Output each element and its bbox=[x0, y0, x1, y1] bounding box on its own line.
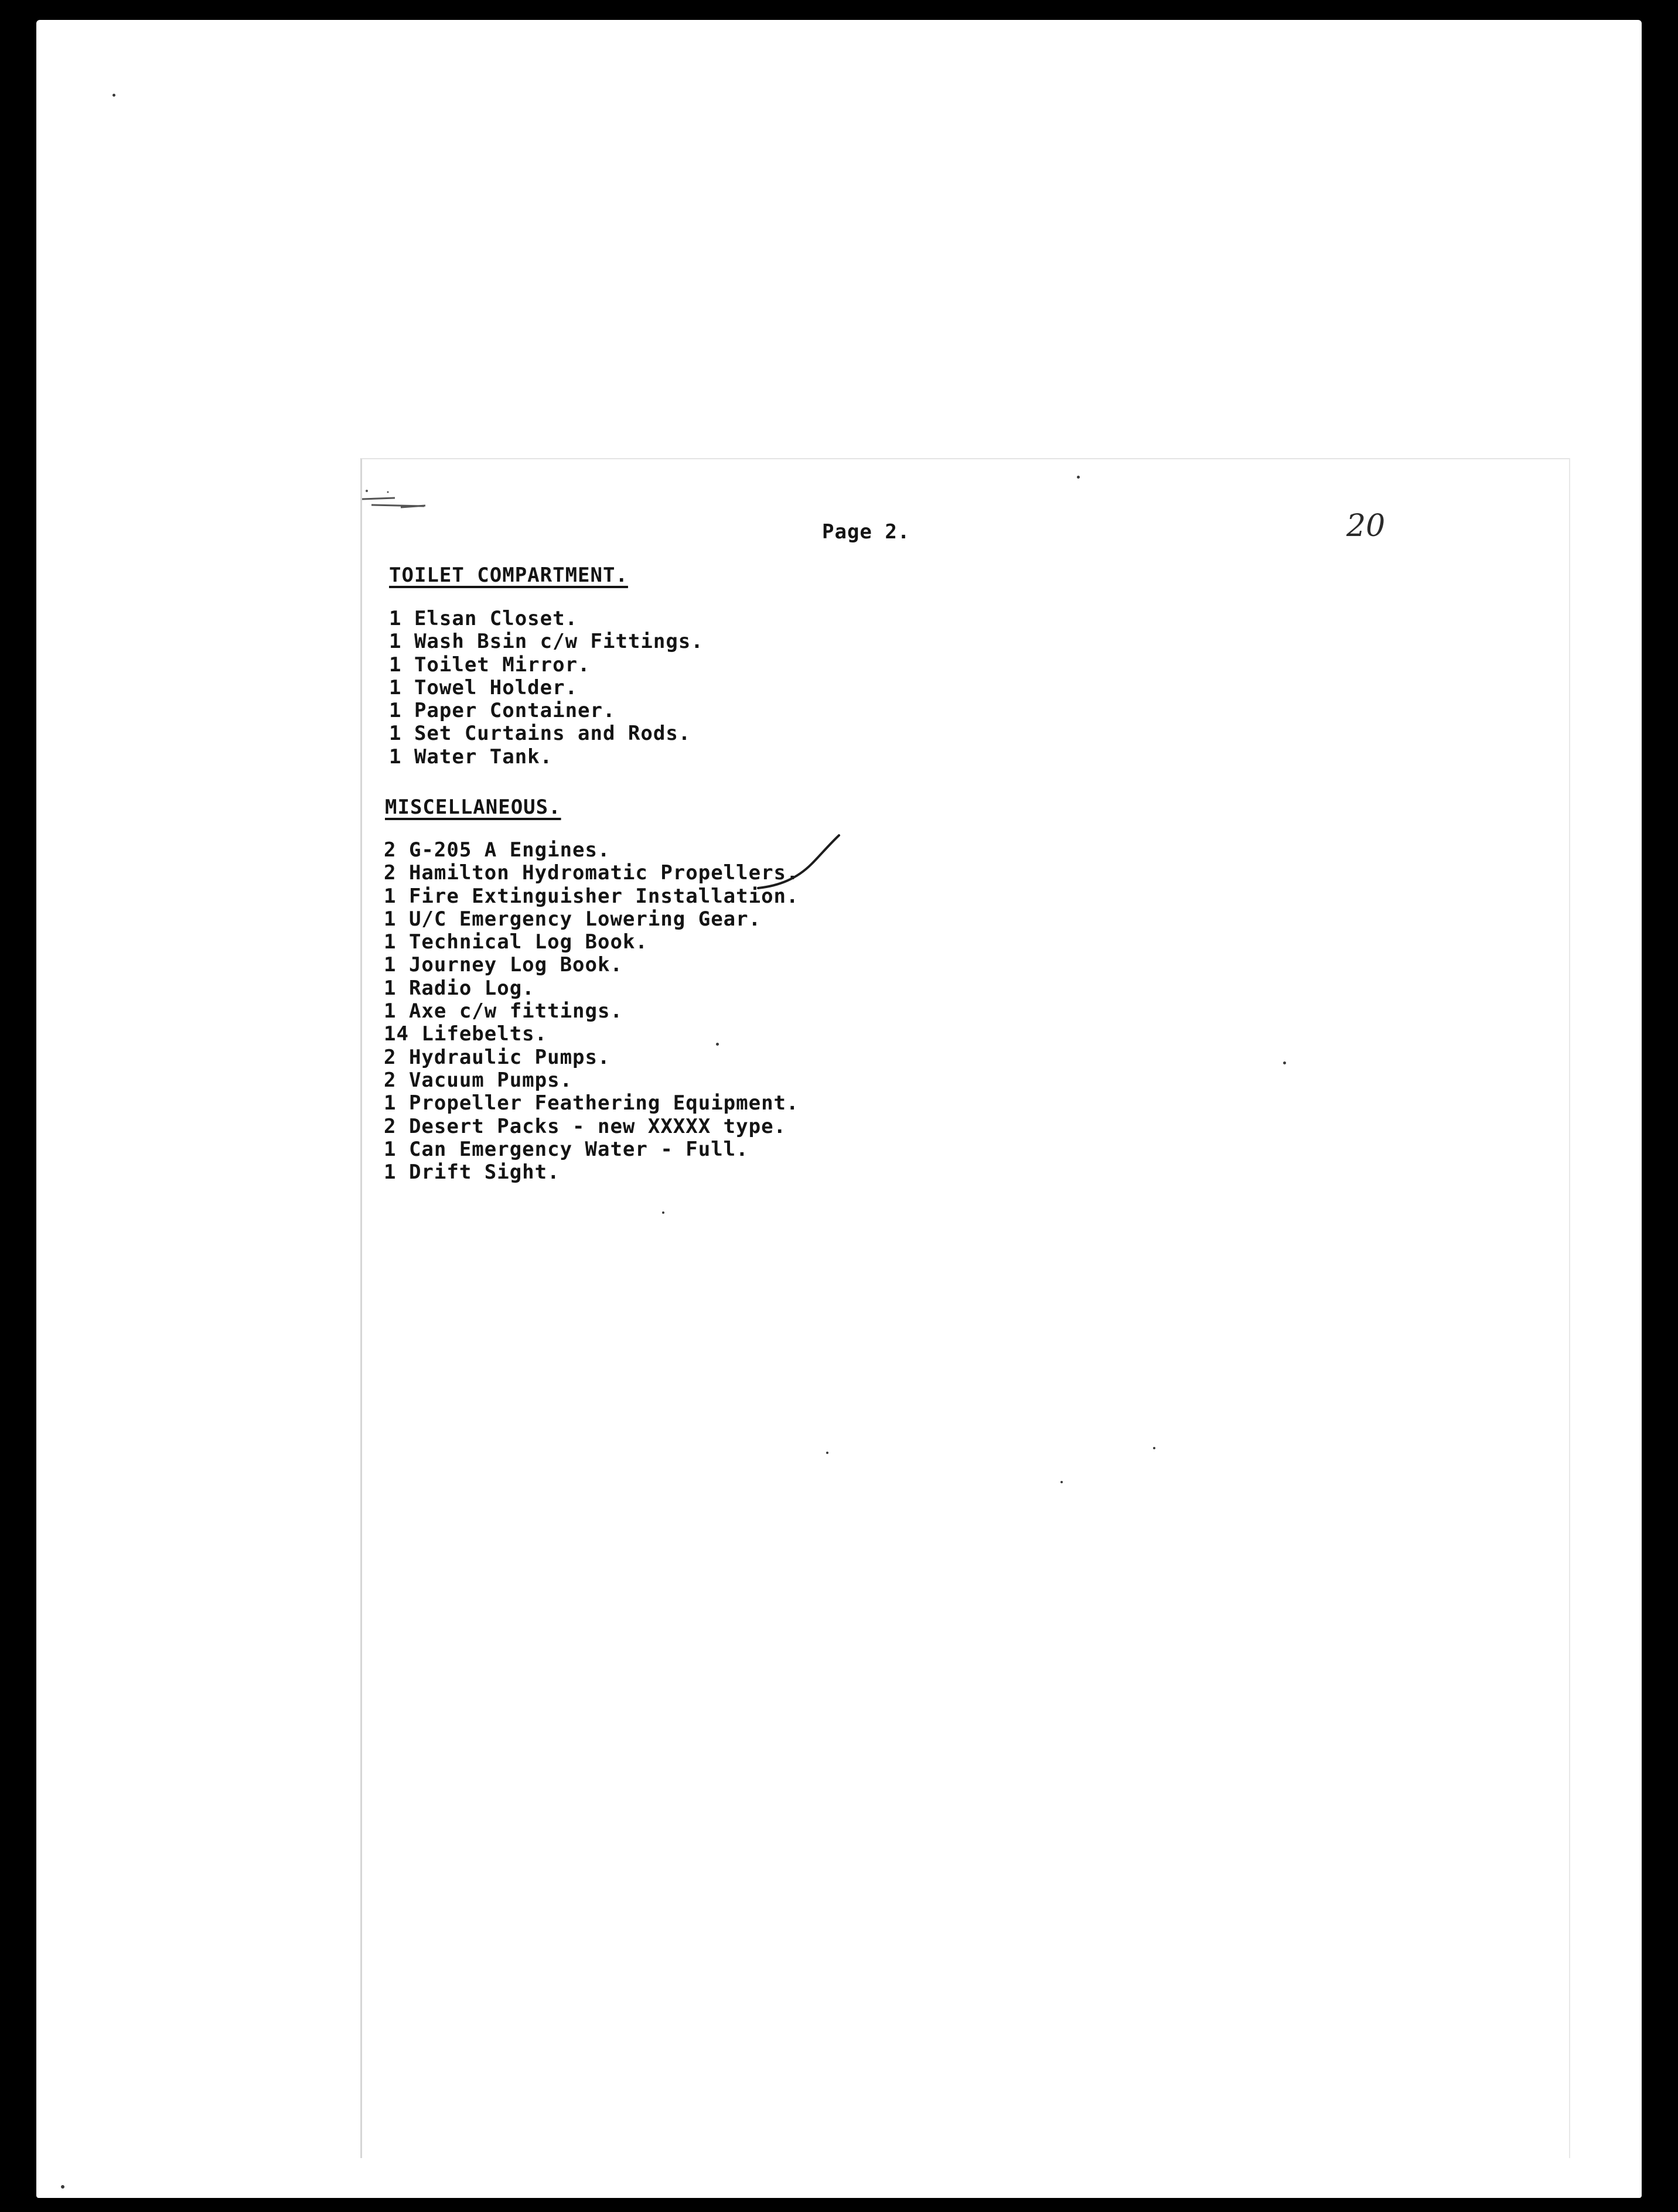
scan-speck bbox=[1153, 1447, 1155, 1449]
list-item: 1 Technical Log Book. bbox=[384, 930, 648, 954]
list-item: 1 Toilet Mirror. bbox=[389, 653, 591, 677]
scan-speck bbox=[662, 1211, 664, 1214]
scan-speck bbox=[826, 1452, 828, 1454]
toilet-compartment-heading: TOILET COMPARTMENT. bbox=[389, 564, 628, 587]
list-item: 1 Paper Container. bbox=[389, 699, 616, 723]
miscellaneous-list bbox=[384, 839, 799, 1184]
list-item: 2 Hamilton Hydromatic Propellers. bbox=[384, 861, 799, 885]
list-item: 1 Set Curtains and Rods. bbox=[389, 722, 691, 746]
list-item: 2 Hydraulic Pumps. bbox=[384, 1045, 611, 1069]
list-item: 1 Drift Sight. bbox=[384, 1160, 560, 1184]
list-item: 1 Towel Holder. bbox=[389, 675, 578, 699]
list-item: 1 Radio Log. bbox=[384, 976, 535, 1000]
list-item: 1 Fire Extinguisher Installation. bbox=[384, 884, 799, 908]
toilet-compartment-list bbox=[389, 607, 704, 769]
scan-scuff-marks bbox=[360, 486, 442, 521]
list-item: 1 U/C Emergency Lowering Gear. bbox=[384, 907, 762, 931]
scan-speck bbox=[1077, 476, 1080, 479]
handwritten-page-number: 20 bbox=[1346, 508, 1386, 544]
scanned-sheet bbox=[36, 20, 1642, 2198]
handwritten-check-icon bbox=[756, 832, 844, 896]
list-item: 2 Vacuum Pumps. bbox=[384, 1068, 573, 1092]
list-item: 1 Propeller Feathering Equipment. bbox=[384, 1091, 799, 1115]
scan-speck bbox=[1060, 1481, 1063, 1483]
scan-speck bbox=[1283, 1061, 1286, 1064]
list-item: 1 Wash Bsin c/w Fittings. bbox=[389, 630, 704, 654]
miscellaneous-heading: MISCELLANEOUS. bbox=[385, 796, 561, 819]
scan-speck bbox=[61, 2185, 64, 2189]
list-item: 1 Axe c/w fittings. bbox=[384, 999, 623, 1023]
list-item: 1 Elsan Closet. bbox=[389, 607, 578, 630]
list-item: 2 Desert Packs - new XXXXX type. bbox=[384, 1114, 787, 1138]
list-item: 1 Water Tank. bbox=[389, 745, 553, 769]
scan-speck bbox=[112, 94, 115, 97]
list-item: 1 Can Emergency Water - Full. bbox=[384, 1137, 749, 1161]
list-item: 1 Journey Log Book. bbox=[384, 953, 623, 977]
scan-speck bbox=[716, 1043, 719, 1046]
page-label: Page 2. bbox=[822, 520, 910, 544]
list-item: 2 G-205 A Engines. bbox=[384, 838, 611, 862]
list-item: 14 Lifebelts. bbox=[384, 1022, 548, 1046]
